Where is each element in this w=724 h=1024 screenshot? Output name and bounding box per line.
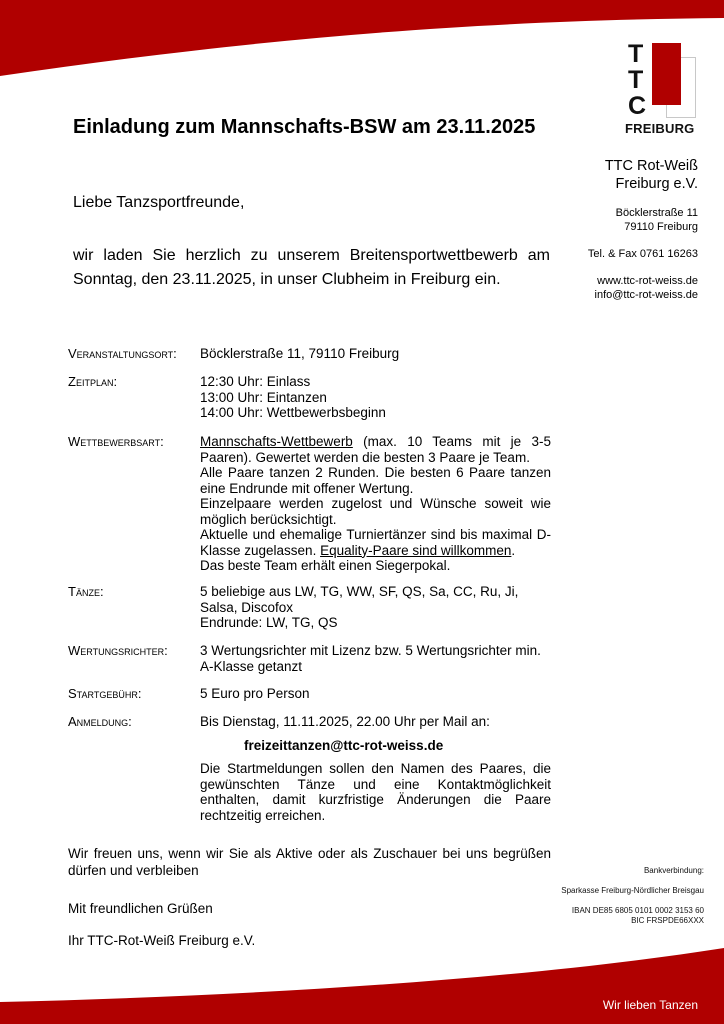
registration-value (200, 714, 551, 823)
competition-text-3: Einzelpaare werden zugelost und Wünsche soweit wie möglich berücksichtigt. (200, 496, 551, 527)
registration-deadline: Bis Dienstag, 11.11.2025, 22.00 Uhr per Mail an: (200, 714, 490, 729)
slogan: Wir lieben Tanzen (602, 998, 698, 1012)
dances-label: Tänze: (68, 584, 104, 599)
registration-label: Anmeldung: (68, 714, 132, 729)
venue-label: Veranstaltungsort: (68, 346, 177, 361)
competition-text-5: Das beste Team erhält einen Siegerpokal. (200, 558, 451, 573)
dances-line1: 5 beliebige aus LW, TG, WW, SF, QS, Sa, CC, Ru, Ji, Salsa, Discofox (200, 584, 519, 615)
top-red-wave (0, 0, 724, 80)
bank-bic: BIC FRSPDE66XXX (631, 916, 704, 925)
logo-red-rect (652, 43, 681, 105)
equality-paare-link[interactable]: Equality-Paare sind willkommen (320, 542, 512, 558)
greeting: Mit freundlichen Grüßen (68, 901, 213, 916)
schedule-label: Zeitplan: (68, 374, 118, 389)
ttc-logo (622, 40, 702, 140)
venue-value: Böcklerstraße 11, 79110 Freiburg (200, 346, 400, 361)
competition-text-1 (200, 434, 551, 465)
schedule-item: 14:00 Uhr: Wettbewerbsbeginn (200, 405, 386, 420)
competition-value (200, 434, 551, 574)
judges-value: 3 Wertungsrichter mit Lizenz bzw. 5 Wertungsrichter min. A-Klasse getanzt (200, 643, 541, 674)
dances-line2: Endrunde: LW, TG, QS (200, 615, 338, 630)
schedule-item: 13:00 Uhr: Eintanzen (200, 389, 327, 405)
bank-details (561, 866, 704, 926)
bank-iban: IBAN DE85 6805 0101 0002 3153 60 (571, 906, 704, 915)
judges-label: Wertungsrichter: (68, 643, 168, 658)
club-street: Böcklerstraße 11 (615, 207, 698, 219)
logo-letter-t2: T (628, 66, 644, 94)
schedule-item: 12:30 Uhr: Einlass (200, 374, 311, 389)
signature: Ihr TTC-Rot-Weiß Freiburg e.V. (68, 933, 256, 948)
competition-label: Wettbewerbsart: (68, 434, 164, 449)
dances-value (200, 584, 551, 631)
bank-heading: Bankverbindung: (643, 866, 704, 875)
fee-label: Startgebühr: (68, 686, 142, 701)
club-website[interactable]: www.ttc-rot-weiss.de (597, 275, 698, 287)
schedule-list (200, 374, 551, 421)
intro-paragraph: wir laden Sie herzlich zu unserem Breitensportwettbewerb am Sonntag, den 23.11.2025, in unser Clubheim in Freiburg ein. (73, 247, 550, 288)
salutation: Liebe Tanzsportfreunde, (73, 194, 245, 211)
competition-text-4-start: Aktuelle und ehemalige Turniertänzer sind bis maximal D-Klasse zugelassen. (200, 527, 551, 558)
club-name-line2: Freiburg e.V. (615, 176, 698, 192)
fee-value: 5 Euro pro Person (200, 686, 310, 701)
club-address (588, 157, 698, 302)
registration-note: Die Startmeldungen sollen den Namen des Paares, die gewünschten Tänze und eine Kontaktmöglichkeit enthalten, damit kurzfristige Änderungen die Paare rechtzeitig erreichen. (200, 761, 551, 823)
club-city: 79110 Freiburg (624, 221, 698, 233)
registration-email[interactable]: freizeittanzen@ttc-rot-weiss.de (244, 737, 444, 753)
logo-city: FREIBURG (625, 121, 695, 136)
mannschafts-wettbewerb-link[interactable]: Mannschafts-Wettbewerb (200, 434, 353, 449)
bank-name: Sparkasse Freiburg-Nördlicher Breisgau (561, 886, 704, 895)
club-phone: Tel. & Fax 0761 16263 (587, 248, 698, 260)
club-name-line1: TTC Rot-Weiß (604, 158, 698, 174)
document-title: Einladung zum Mannschafts-BSW am 23.11.2025 (73, 116, 536, 138)
closing-paragraph: Wir freuen uns, wenn wir Sie als Aktive oder als Zuschauer bei uns begrüßen dürfen und verbleiben (68, 846, 551, 878)
logo-letter-t1: T (628, 40, 644, 68)
competition-text-1-rest: (max. 10 Teams mit je 3-5 Paaren). Gewertet werden die besten 3 Paare je Team. (200, 434, 551, 465)
club-email[interactable]: info@ttc-rot-weiss.de (594, 289, 698, 301)
competition-text-4-end: . (511, 542, 516, 558)
logo-letter-c: C (628, 92, 647, 120)
competition-text-4 (200, 527, 551, 558)
competition-text-2: Alle Paare tanzen 2 Runden. Die besten 6 Paare tanzen eine Endrunde mit offener Wertung. (200, 465, 551, 496)
